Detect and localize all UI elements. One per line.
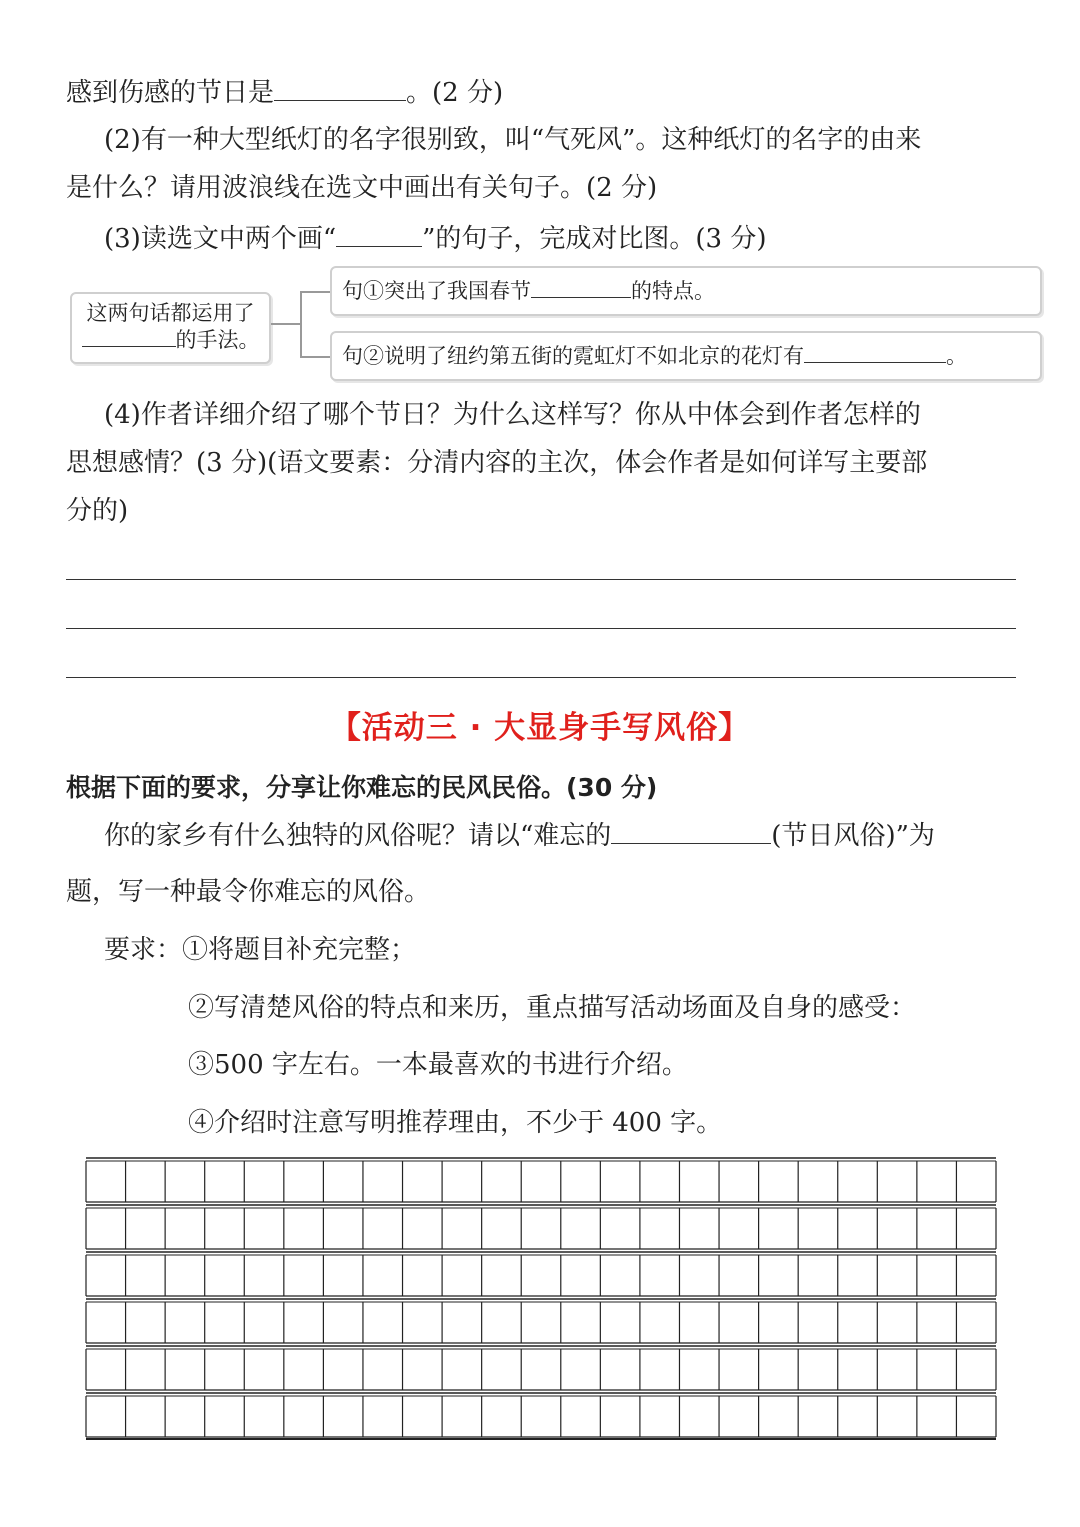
requirement-4: ④介绍时注意写明推荐理由，不少于 400 字。 bbox=[188, 1108, 723, 1138]
diagram-left-blank[interactable] bbox=[82, 326, 176, 347]
diagram-left-line1: 这两句话都运用了 bbox=[86, 301, 255, 325]
activity-prompt-line1 bbox=[104, 817, 935, 853]
q2-line1: (2)有一种大型纸灯的名字很别致，叫“气死风”。这种纸灯的名字的由来 bbox=[104, 125, 922, 155]
requirement-2: ②写清楚风俗的特点和来历，重点描写活动场面及自身的感受： bbox=[188, 993, 917, 1023]
requirement-1: ①将题目补充完整； bbox=[182, 935, 417, 965]
requirement-1-line bbox=[104, 933, 416, 967]
diagram-connector-top bbox=[300, 291, 330, 293]
q1-line bbox=[66, 74, 503, 110]
diagram-left-suffix: 的手法。 bbox=[175, 328, 260, 352]
diagram-connector-bottom bbox=[300, 356, 330, 358]
diagram-connector-vertical bbox=[300, 291, 302, 357]
answer-line-2[interactable] bbox=[66, 628, 1016, 629]
prompt-prefix: 你的家乡有什么独特的风俗呢？请以“难忘的 bbox=[104, 821, 612, 851]
sentence1-blank[interactable] bbox=[531, 277, 631, 298]
q3-blank[interactable] bbox=[336, 220, 422, 247]
diagram-left-box bbox=[70, 292, 271, 364]
sentence2-blank[interactable] bbox=[804, 342, 946, 363]
q1-suffix: 。(2 分) bbox=[406, 78, 504, 108]
prompt-suffix: (节日风俗)”为 bbox=[771, 821, 935, 851]
q3-line bbox=[104, 220, 767, 256]
prompt-title-blank[interactable] bbox=[611, 817, 771, 844]
answer-line-3[interactable] bbox=[66, 677, 1016, 678]
diagram-sentence1-box bbox=[330, 266, 1042, 316]
requirement-3: ③500 字左右。一本最喜欢的书进行介绍。 bbox=[188, 1050, 688, 1080]
q4-line3: 分的) bbox=[66, 496, 129, 526]
q1-answer-blank[interactable] bbox=[274, 74, 406, 101]
q1-prefix: 感到伤感的节日是 bbox=[66, 78, 275, 108]
q3-suffix: ”的句子，完成对比图。(3 分) bbox=[422, 224, 767, 254]
writing-grid[interactable] bbox=[84, 1156, 998, 1442]
sentence2-suffix: 。 bbox=[946, 344, 967, 368]
diagram-connector bbox=[271, 323, 301, 325]
q4-line1: (4)作者详细介绍了哪个节日？为什么这样写？你从中体会到作者怎样的 bbox=[104, 400, 921, 430]
diagram-left-line2 bbox=[72, 326, 269, 353]
sentence1-prefix: 句①突出了我国春节 bbox=[342, 279, 531, 303]
q4-line2: 思想感情？(3 分)(语文要素：分清内容的主次，体会作者是如何详写主要部 bbox=[66, 448, 928, 478]
activity-instruction: 根据下面的要求，分享让你难忘的民风民俗。(30 分) bbox=[66, 773, 658, 802]
sentence2-prefix: 句②说明了纽约第五街的霓虹灯不如北京的花灯有 bbox=[342, 344, 804, 368]
activity-title: 【活动三 · 大显身手写风俗】 bbox=[329, 710, 751, 746]
requirement-label: 要求： bbox=[104, 935, 183, 965]
answer-line-1[interactable] bbox=[66, 579, 1016, 580]
diagram-sentence2-box bbox=[330, 331, 1042, 381]
q3-prefix: (3)读选文中两个画“ bbox=[104, 224, 337, 254]
q2-line2: 是什么？请用波浪线在选文中画出有关句子。(2 分) bbox=[66, 173, 658, 203]
activity-prompt-line2: 题，写一种最令你难忘的风俗。 bbox=[66, 877, 431, 907]
sentence1-suffix: 的特点。 bbox=[631, 279, 715, 303]
